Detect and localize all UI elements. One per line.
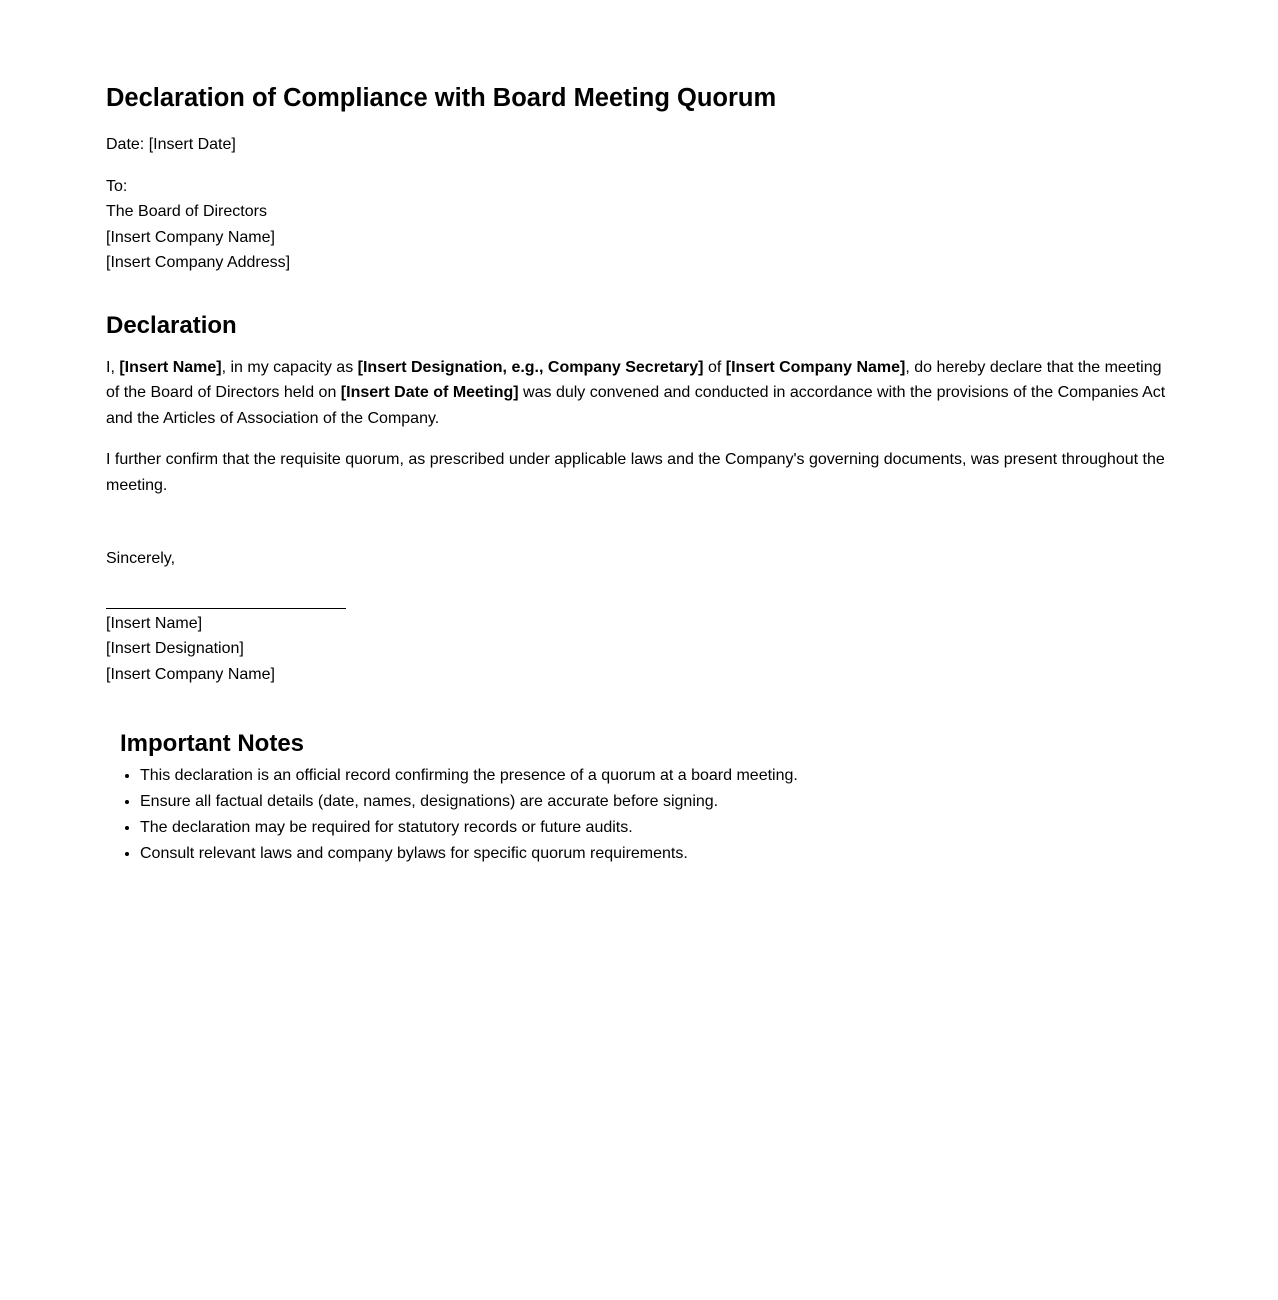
signer-designation: [Insert Designation] bbox=[106, 640, 244, 657]
text-span: , in my capacity as bbox=[221, 358, 358, 376]
list-item: • Ensure all factual details (date, names, designations) are accurate before signing. bbox=[140, 789, 1172, 815]
placeholder-designation: [Insert Designation, e.g., Company Secretary] bbox=[357, 358, 704, 376]
page-title: Declaration of Compliance with Board Meeting Quorum bbox=[106, 84, 777, 112]
document-content bbox=[106, 80, 1172, 867]
placeholder-company: [Insert Company Name] bbox=[725, 358, 906, 376]
list-item: • The declaration may be required for statutory records or future audits. bbox=[140, 815, 1172, 841]
list-item: • This declaration is an official record confirming the presence of a quorum at a board meeting. bbox=[140, 763, 1172, 789]
notes-heading: Important Notes bbox=[120, 730, 305, 757]
signature-line bbox=[106, 608, 346, 609]
signer-name: [Insert Name] bbox=[106, 614, 203, 632]
recipient-block bbox=[106, 174, 1172, 276]
text-span: I, bbox=[106, 358, 120, 376]
declaration-paragraph-2: I further confirm that the requisite quorum, as prescribed under applicable laws and the Company's governing documents, was present throughout the meeting. bbox=[106, 451, 1165, 494]
signer-company: [Insert Company Name] bbox=[106, 665, 275, 683]
declaration-paragraph-1 bbox=[106, 355, 1172, 432]
closing-salutation: Sincerely, bbox=[106, 550, 176, 567]
signer-block bbox=[106, 611, 1172, 688]
recipient-to: To: bbox=[106, 177, 128, 195]
placeholder-meeting-date: [Insert Date of Meeting] bbox=[340, 384, 519, 401]
declaration-heading: Declaration bbox=[106, 311, 237, 339]
text-span: of bbox=[703, 358, 726, 376]
text-span: was duly convened and conducted in accordance with the provisions of the Companies Act and the Articles of Association of the Company. bbox=[106, 384, 1166, 427]
text-span: , do hereby declare that the meeting of the Board of Directors held on bbox=[106, 358, 1162, 401]
recipient-line-company: [Insert Company Name] bbox=[106, 228, 275, 246]
recipient-line-board: The Board of Directors bbox=[106, 203, 267, 220]
placeholder-name: [Insert Name] bbox=[119, 358, 222, 376]
recipient-line-address: [Insert Company Address] bbox=[106, 254, 291, 271]
important-notes-section bbox=[120, 729, 1172, 867]
date-line: Date: [Insert Date] bbox=[106, 136, 236, 153]
list-item: • Consult relevant laws and company bylaws for specific quorum requirements. bbox=[140, 841, 1172, 867]
notes-list bbox=[120, 763, 1172, 867]
